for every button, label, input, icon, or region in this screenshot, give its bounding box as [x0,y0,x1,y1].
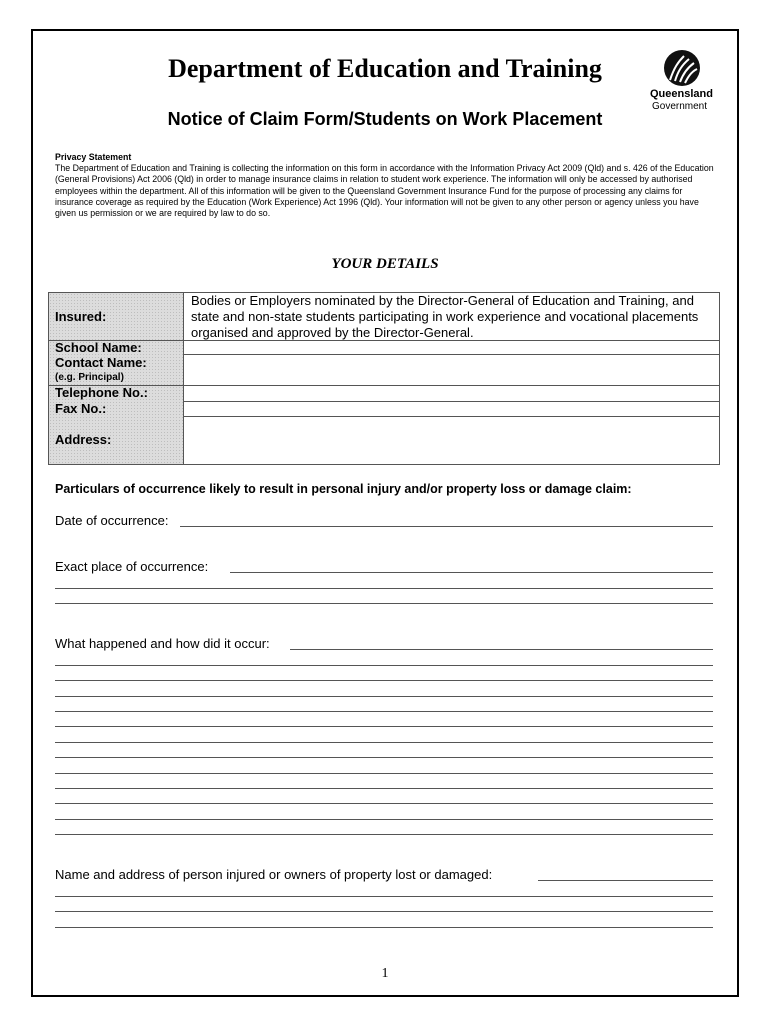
date-of-occurrence-field[interactable] [180,526,713,527]
what-happened-line[interactable] [55,742,713,743]
fax-field[interactable] [184,402,718,416]
what-happened-line[interactable] [55,819,713,820]
contact-name-hint: (e.g. Principal) [55,372,124,383]
privacy-statement [55,152,715,219]
address-label: Address: [55,432,112,447]
what-happened-line[interactable] [55,788,713,789]
place-of-occurrence-label: Exact place of occurrence: [55,559,209,574]
insured-description: Bodies or Employers nominated by the Director-General of Education and Training, and state and non-state students participating in work experience and vocational placements organised and approved by the Director-General. [191,293,699,340]
place-of-occurrence-field[interactable] [230,572,713,573]
what-happened-line[interactable] [55,665,713,666]
injured-person-line[interactable] [55,927,713,928]
address-field[interactable] [184,417,718,463]
page-number: 1 [381,966,389,981]
injured-person-line[interactable] [55,896,713,897]
contact-name-field[interactable] [184,355,718,385]
contact-name-label: Contact Name: [55,355,147,370]
what-happened-line[interactable] [55,696,713,697]
what-happened-label: What happened and how did it occur: [55,636,270,651]
queensland-crest-icon [664,50,700,86]
page-title: Department of Education and Training [168,54,602,83]
what-happened-line[interactable] [55,803,713,804]
queensland-government-logo [650,50,720,112]
what-happened-line[interactable] [55,757,713,758]
particulars-heading: Particulars of occurrence likely to result in personal injury and/or property loss or damage claim: [55,482,632,496]
insured-label: Insured: [55,309,107,324]
injured-person-label: Name and address of person injured or owners of property lost or damaged: [55,867,493,882]
what-happened-line[interactable] [55,711,713,712]
form-subtitle: Notice of Claim Form/Students on Work Placement [167,109,603,129]
what-happened-line[interactable] [55,834,713,835]
what-happened-line[interactable] [55,773,713,774]
date-of-occurrence-label: Date of occurrence: [55,513,169,528]
logo-line-2: Government [652,101,708,112]
telephone-field[interactable] [184,386,718,401]
place-continuation-line[interactable] [55,588,713,589]
what-happened-field[interactable] [290,649,713,650]
details-table [48,292,720,465]
school-name-label: School Name: [55,340,142,355]
what-happened-line[interactable] [55,726,713,727]
school-name-field[interactable] [184,341,718,354]
what-happened-line[interactable] [55,680,713,681]
place-continuation-line[interactable] [55,603,713,604]
privacy-body: The Department of Education and Training is collecting the information on this form in accordance with the Information Privacy Act 2009 (Qld) and s. 426 of the Education (General Provisions) Act 2006 (Qld) in order to manage insurance claims in relation to student work experience. The information will only be accessed by authorised employees within the department. All of this information will be given to the Queensland Government Insurance Fund for the purpose of processing any claims for insurance coverage as required by the Education (Work Experience) Act 1996 (Qld). Your information will not be given to any other person or agency unless you have given us permission or we are required by law to do so. [55,163,714,219]
logo-line-1: Queensland [650,88,713,100]
privacy-heading: Privacy Statement [55,152,132,162]
injured-person-field[interactable] [538,880,713,881]
telephone-label: Telephone No.: [55,385,148,400]
your-details-heading: YOUR DETAILS [331,256,439,272]
injured-person-line[interactable] [55,911,713,912]
fax-label: Fax No.: [55,401,107,416]
